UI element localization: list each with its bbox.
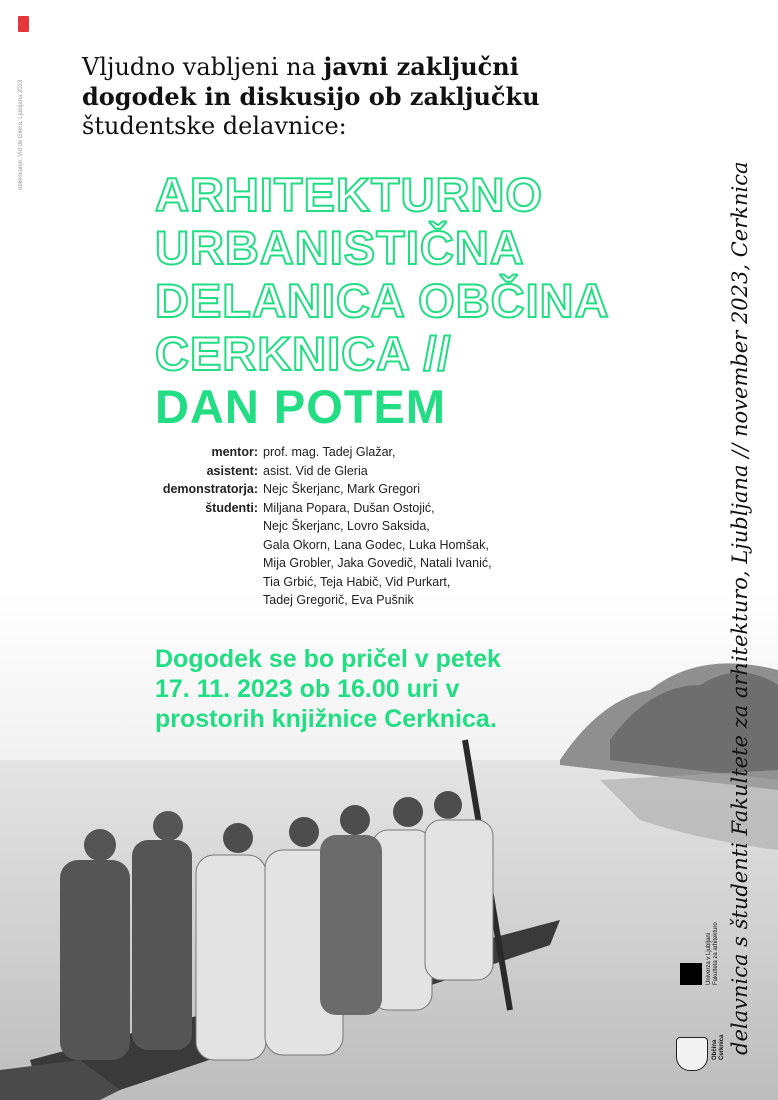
credit-names: Tadej Gregorič, Eva Pušnik (263, 593, 414, 607)
poster-title (155, 168, 625, 433)
municipality-crest-icon (676, 1037, 708, 1071)
credit-row (120, 554, 492, 573)
credit-role (120, 591, 263, 610)
university-logo-text: Univerza v Ljubljani Fakulteta za arhitekturo (706, 922, 719, 985)
credit-role: demonstratorja: (162, 482, 258, 496)
title-line-2: URBANISTIČNA (155, 221, 525, 274)
credit-role (120, 536, 263, 555)
intro-bold-2: dogodek in diskusijo ob zaključku (82, 82, 540, 111)
design-credit: oblikovanje: Vid de Gleria, Ljubljana 2023 (18, 79, 24, 190)
credit-names: asist. Vid de Gleria (263, 463, 368, 478)
event-line-1: Dogodek se bo pričel v petek (155, 645, 501, 673)
credit-role (120, 554, 263, 573)
credit-names: Nejc Škerjanc, Lovro Saksida, (263, 519, 430, 533)
event-line-3: prostorih knjižnice Cerknica. (155, 705, 497, 733)
credit-row (120, 499, 492, 518)
credit-row (120, 462, 492, 481)
intro-bold-1: javni zaključni (323, 52, 519, 81)
credit-role (120, 573, 263, 592)
title-line-1: ARHITEKTURNO (155, 168, 543, 221)
credit-role: študenti: (205, 500, 258, 515)
credits-list (120, 443, 492, 610)
university-logo-mark (680, 963, 702, 985)
event-line-2: 17. 11. 2023 ob 16.00 uri v (155, 675, 460, 703)
credit-role: asistent: (206, 463, 258, 478)
credit-names: Nejc Škerjanc, Mark Gregori (263, 482, 420, 496)
credit-role (120, 517, 263, 536)
credit-names: prof. mag. Tadej Glažar, (263, 445, 396, 459)
intro-text-2: študentske delavnice: (82, 112, 347, 140)
title-line-3: DELANICA OBČINA (155, 274, 610, 327)
credit-role: mentor: (211, 445, 258, 459)
credit-row (120, 536, 492, 555)
vertical-caption: delavnica s študenti Fakultete za arhitekturo, Ljubljana // november 2023, Cerknica (728, 161, 752, 1055)
credit-names: Miljana Popara, Dušan Ostojić, (263, 500, 435, 515)
municipality-logo-text: Občina Cerknica (712, 1034, 725, 1060)
credit-names: Tia Grbić, Teja Habič, Vid Purkart, (263, 574, 451, 589)
designer-logo (18, 16, 29, 32)
title-subtitle: DAN POTEM (155, 380, 446, 433)
invitation-intro (82, 52, 642, 141)
credit-names: Gala Okorn, Lana Godec, Luka Homšak, (263, 537, 489, 552)
credit-row (120, 517, 492, 536)
credits-table (120, 443, 492, 610)
intro-text: Vljudno vabljeni na (82, 53, 324, 81)
credit-row (120, 480, 492, 499)
title-line-4: CERKNICA // (155, 327, 452, 380)
credit-row (120, 573, 492, 592)
event-info (155, 644, 615, 734)
credit-names: Mija Grobler, Jaka Govedič, Natali Ivanić, (263, 556, 492, 570)
credit-row (120, 443, 492, 462)
credit-row (120, 591, 492, 610)
